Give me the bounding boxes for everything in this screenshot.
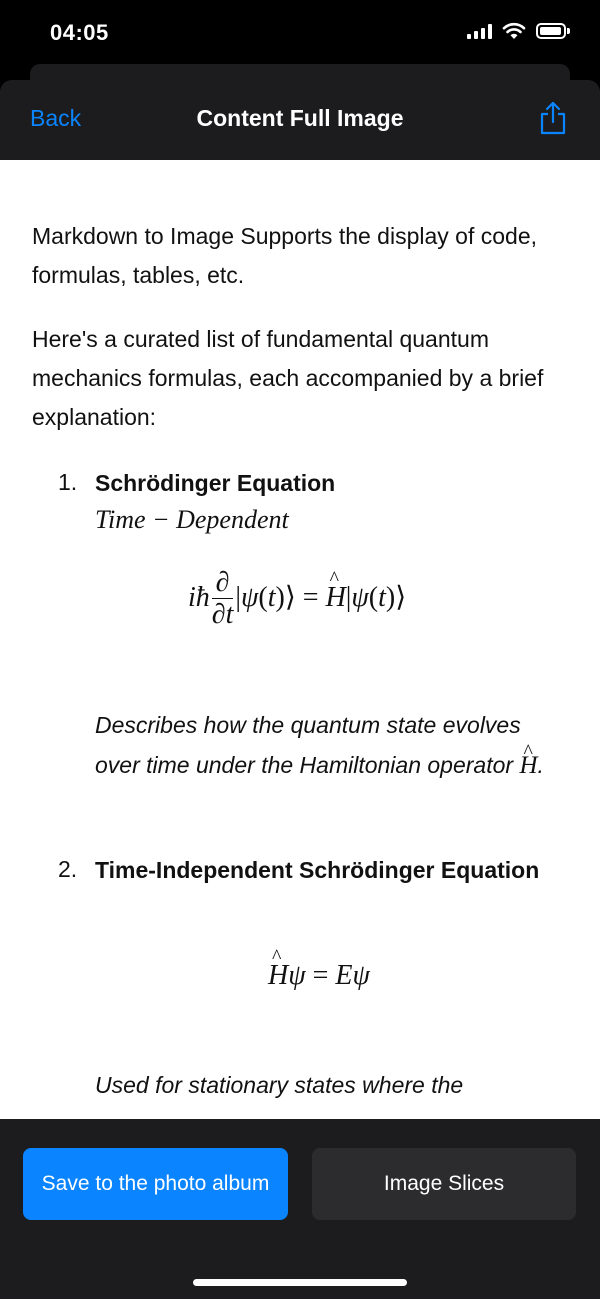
battery-icon (536, 23, 566, 39)
description-math: ^ H (519, 746, 537, 786)
status-bar (0, 0, 600, 66)
schrodinger-equation-formula: iħ $\frac{\partial}{\partial t}$ |ψ(t)⟩ = ^ H|ψ(t)⟩ (188, 568, 406, 631)
back-button[interactable]: Back (30, 105, 82, 131)
home-indicator (193, 1279, 407, 1286)
description-period: . (537, 752, 544, 778)
intro-paragraph: Markdown to Image Supports the display of code, formulas, tables, etc. (32, 223, 538, 288)
navigation-bar (0, 80, 600, 160)
share-icon[interactable] (538, 100, 568, 136)
status-time: 04:05 (50, 20, 109, 45)
description-text: Describes how the quantum state evolves over time under the Hamiltonian operator (95, 712, 521, 778)
list-item-description (95, 705, 565, 786)
list-item-heading: Time-Independent Schrödinger Equation (95, 857, 540, 883)
time-independent-formula: ^ Hψ = Eψ (268, 960, 370, 992)
list-number: 1. (58, 469, 78, 495)
bottom-toolbar (0, 1119, 600, 1299)
cellular-signal-icon (467, 23, 492, 39)
list-item-heading: Schrödinger Equation (95, 470, 336, 496)
save-to-album-button[interactable]: Save to the photo album (23, 1148, 288, 1220)
lead-paragraph: Here's a curated list of fundamental quantum mechanics formulas, each accompanied by a brief explanation: (32, 326, 544, 430)
formula-subheading: Time − Dependent (95, 505, 289, 534)
page-title: Content Full Image (196, 105, 404, 131)
content-image (0, 160, 600, 1120)
image-slices-button[interactable]: Image Slices (312, 1148, 576, 1220)
list-number: 2. (58, 856, 78, 882)
status-icons (467, 22, 570, 40)
wifi-icon (502, 22, 526, 40)
list-item-description: Used for stationary states where the (95, 1072, 464, 1098)
